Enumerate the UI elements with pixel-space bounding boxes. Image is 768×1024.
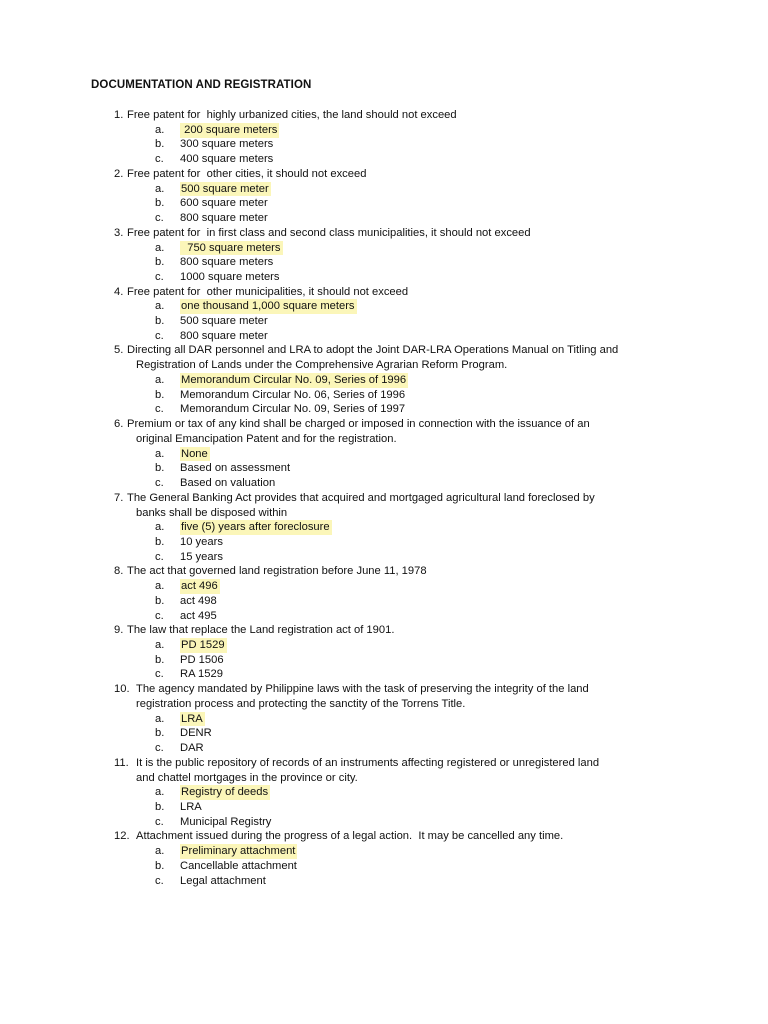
answer-option: [0, 476, 768, 491]
answer-option: [0, 255, 768, 270]
option-text: 10 years: [180, 536, 223, 549]
question-item: [0, 756, 768, 830]
question-text: Premium or tax of any kind shall be charged or imposed in connection with the issuance of an: [127, 418, 590, 431]
option-text-correct: PD 1529: [181, 639, 225, 652]
option-text: DAR: [180, 742, 204, 755]
option-letter: c.: [155, 550, 164, 563]
question-number: 12.: [114, 830, 130, 843]
answer-option: [0, 447, 768, 462]
option-text-correct: LRA: [181, 712, 203, 725]
option-letter: a.: [155, 639, 165, 652]
option-letter: c.: [155, 874, 164, 887]
answer-option: [0, 712, 768, 727]
option-letter: b.: [155, 859, 165, 872]
option-text-correct: Registry of deeds: [181, 786, 269, 799]
question-text: registration process and protecting the sanctity of the Torrens Title.: [136, 697, 466, 710]
option-text-correct: 750 square meters: [181, 241, 281, 254]
answer-option: [0, 653, 768, 668]
answer-option: [0, 874, 768, 889]
option-letter: b.: [155, 388, 165, 401]
option-letter: c.: [155, 742, 164, 755]
option-letter: c.: [155, 609, 164, 622]
question-text: Free patent for in first class and second class municipalities, it should not exceed: [127, 226, 531, 239]
option-text-correct: Preliminary attachment: [181, 845, 296, 858]
question-number: 9.: [114, 624, 124, 637]
answer-option: [0, 594, 768, 609]
question-text: Free patent for other cities, it should not exceed: [127, 167, 367, 180]
option-letter: c.: [155, 153, 164, 166]
answer-option: [0, 211, 768, 226]
option-letter: b.: [155, 197, 165, 210]
option-letter: b.: [155, 801, 165, 814]
option-text-correct: None: [181, 447, 208, 460]
option-text: Based on valuation: [180, 477, 276, 490]
option-letter: c.: [155, 329, 164, 342]
option-text: 500 square meter: [180, 315, 268, 328]
option-letter: b.: [155, 727, 165, 740]
question-text: It is the public repository of records of an instruments affecting registered or unregistered land: [136, 756, 600, 769]
answer-option: [0, 520, 768, 535]
question-list: [0, 108, 768, 888]
option-text-correct: act 496: [181, 580, 218, 593]
question-number: 11.: [114, 756, 129, 769]
question-item: [0, 682, 768, 756]
question-number: 1.: [114, 109, 124, 121]
option-letter: c.: [155, 270, 164, 283]
question-item: [0, 829, 768, 888]
question-item: [0, 285, 768, 344]
question-item: [0, 491, 768, 565]
answer-option: [0, 388, 768, 403]
answer-option: [0, 299, 768, 314]
question-number: 8.: [114, 565, 124, 578]
option-text: Based on assessment: [180, 462, 291, 475]
option-letter: b.: [155, 315, 165, 328]
option-text: RA 1529: [180, 668, 223, 681]
option-text: 1000 square meters: [180, 270, 280, 283]
option-letter: c.: [155, 477, 164, 490]
option-text: Legal attachment: [180, 874, 266, 887]
question-item: [0, 564, 768, 623]
question-text: Attachment issued during the progress of a legal action. It may be cancelled any time.: [136, 830, 564, 843]
option-text: 300 square meters: [180, 138, 274, 151]
answer-option: [0, 461, 768, 476]
question-text: original Emancipation Patent and for the registration.: [136, 432, 397, 445]
option-letter: a.: [155, 712, 165, 725]
document-title: DOCUMENTATION AND REGISTRATION: [91, 79, 312, 91]
option-text: 800 square meters: [180, 256, 274, 269]
question-text: and chattel mortgages in the province or city.: [136, 771, 358, 784]
option-text: 800 square meter: [180, 329, 268, 342]
option-letter: c.: [155, 668, 164, 681]
question-text: Free patent for other municipalities, it should not exceed: [127, 285, 409, 298]
answer-option: [0, 741, 768, 756]
option-text: act 495: [180, 609, 217, 622]
option-text-correct: one thousand 1,000 square meters: [181, 300, 355, 313]
option-text-correct: 200 square meters: [181, 123, 278, 136]
answer-option: [0, 314, 768, 329]
option-letter: b.: [155, 653, 165, 666]
option-letter: a.: [155, 447, 165, 460]
option-letter: a.: [155, 300, 165, 313]
answer-option: [0, 859, 768, 874]
option-letter: a.: [155, 123, 165, 136]
question-text: The act that governed land registration before June 11, 1978: [127, 565, 427, 578]
question-item: [0, 167, 768, 226]
answer-option: [0, 270, 768, 285]
option-letter: c.: [155, 212, 164, 225]
option-text: PD 1506: [180, 653, 224, 666]
question-number: 3.: [114, 226, 124, 239]
question-number: 4.: [114, 285, 124, 298]
answer-option: [0, 667, 768, 682]
answer-option: [0, 196, 768, 211]
option-text-correct: Memorandum Circular No. 09, Series of 1996: [181, 374, 407, 387]
question-number: 5.: [114, 344, 124, 357]
option-text: Memorandum Circular No. 06, Series of 1996: [180, 388, 406, 401]
answer-option: [0, 579, 768, 594]
answer-option: [0, 182, 768, 197]
answer-option: [0, 535, 768, 550]
question-item: [0, 343, 768, 417]
answer-option: [0, 800, 768, 815]
answer-option: [0, 726, 768, 741]
answer-option: [0, 609, 768, 624]
option-text: act 498: [180, 594, 217, 607]
question-item: [0, 108, 768, 167]
option-text: 15 years: [180, 550, 223, 563]
answer-option: [0, 373, 768, 388]
answer-option: [0, 550, 768, 565]
question-number: 7.: [114, 491, 124, 504]
option-letter: a.: [155, 580, 165, 593]
option-letter: b.: [155, 462, 165, 475]
option-letter: b.: [155, 594, 165, 607]
question-text: The law that replace the Land registration act of 1901.: [127, 624, 395, 637]
answer-option: [0, 785, 768, 800]
answer-option: [0, 123, 768, 138]
option-letter: c.: [155, 815, 164, 828]
question-number: 10.: [114, 683, 130, 696]
question-text: The agency mandated by Philippine laws with the task of preserving the integrity of the land: [136, 683, 589, 696]
answer-option: [0, 241, 768, 256]
question-number: 6.: [114, 418, 124, 431]
question-number: 2.: [114, 167, 124, 180]
option-text: Cancellable attachment: [180, 859, 297, 872]
question-text: Registration of Lands under the Comprehensive Agrarian Reform Program.: [136, 359, 508, 372]
answer-option: [0, 137, 768, 152]
answer-option: [0, 402, 768, 417]
option-letter: c.: [155, 403, 164, 416]
option-text-correct: five (5) years after foreclosure: [181, 521, 330, 534]
question-text: banks shall be disposed within: [136, 506, 288, 519]
question-text: Free patent for highly urbanized cities, the land should not exceed: [127, 109, 457, 121]
option-letter: a.: [155, 374, 165, 387]
option-text: 600 square meter: [180, 197, 268, 210]
answer-option: [0, 844, 768, 859]
question-text: Directing all DAR personnel and LRA to adopt the Joint DAR-LRA Operations Manual on Titling and: [127, 344, 619, 357]
option-letter: b.: [155, 536, 165, 549]
option-text: DENR: [180, 727, 212, 740]
option-text-correct: 500 square meter: [181, 182, 269, 195]
option-letter: b.: [155, 138, 165, 151]
answer-option: [0, 152, 768, 167]
option-text: 400 square meters: [180, 153, 274, 166]
option-text: LRA: [180, 801, 202, 814]
option-letter: a.: [155, 241, 165, 254]
option-text: Municipal Registry: [180, 815, 272, 828]
option-letter: b.: [155, 256, 165, 269]
answer-option: [0, 815, 768, 830]
answer-option: [0, 329, 768, 344]
option-letter: a.: [155, 786, 165, 799]
option-letter: a.: [155, 845, 165, 858]
option-text: Memorandum Circular No. 09, Series of 1997: [180, 403, 406, 416]
answer-option: [0, 638, 768, 653]
option-letter: a.: [155, 521, 165, 534]
question-item: [0, 226, 768, 285]
question-item: [0, 417, 768, 491]
question-item: [0, 623, 768, 682]
option-letter: a.: [155, 182, 165, 195]
question-text: The General Banking Act provides that acquired and mortgaged agricultural land foreclosed by: [127, 491, 595, 504]
option-text: 800 square meter: [180, 212, 268, 225]
